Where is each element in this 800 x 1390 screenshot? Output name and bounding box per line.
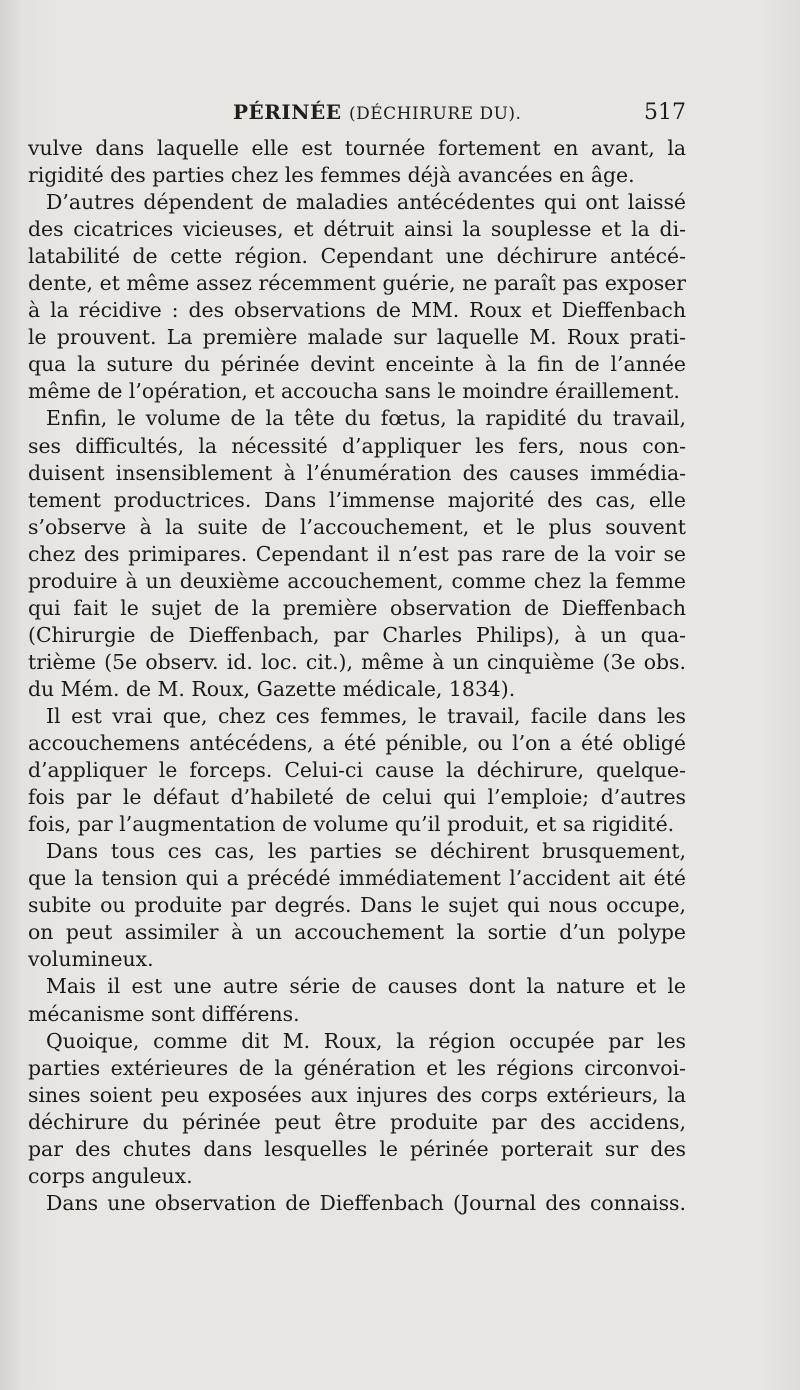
text-line: Quoique, comme dit M. Roux, la région occupée par les [46,1028,686,1053]
body-text [28,135,686,1217]
text-line: fois par le défaut d’habileté de celui qui l’emploie; d’autres [28,785,686,810]
text-line: le prouvent. La première malade sur laquelle M. Roux prati- [28,325,686,350]
text-line: qui fait le sujet de la première observation de Dieffenbach [28,595,686,620]
text-line: Dans une observation de Dieffenbach (Journal des connaiss. [46,1190,686,1215]
text-line: s’observe à la suite de l’accouchement, et le plus souvent [28,514,686,539]
text-line: du Mém. de M. Roux, Gazette médicale, 1834). [28,676,516,701]
text-line: des cicatrices vicieuses, et détruit ainsi la souplesse et la di- [28,217,686,242]
page-header [28,100,686,132]
running-head-sub: (DÉCHIRURE DU). [349,104,522,124]
text-line: volumineux. [28,947,154,972]
text-line: vulve dans laquelle elle est tournée fortement en avant, la [28,136,686,160]
text-line: corps anguleux. [28,1163,193,1188]
text-line: duisent insensiblement à l’énumération des causes immédia- [28,460,686,485]
text-line: par des chutes dans lesquelles le périnée porterait sur des [28,1136,686,1161]
text-line: d’appliquer le forceps. Celui-ci cause la déchirure, quelque- [28,758,686,783]
text-line: ses difficultés, la nécessité d’appliquer les fers, nous con- [28,433,686,458]
text-line: déchirure du périnée peut être produite par des accidens, [28,1109,686,1134]
text-line: rigidité des parties chez les femmes déjà avancées en âge. [28,163,635,188]
text-line: tement productrices. Dans l’immense majorité des cas, elle [28,487,686,512]
text-line: latabilité de cette région. Cependant une déchirure antécé- [28,244,686,269]
text-line: Enfin, le volume de la tête du fœtus, la rapidité du travail, [46,406,686,431]
text-line: mécanisme sont différens. [28,1001,300,1026]
text-line: même de l’opération, et accoucha sans le moindre éraillement. [28,379,680,404]
text-line: D’autres dépendent de maladies antécédentes qui ont laissé [46,190,686,215]
running-head-main: PÉRINÉE [233,100,342,124]
text-line: produire à un deuxième accouchement, comme chez la femme [28,568,686,593]
text-line: dente, et même assez récemment guérie, ne paraît pas exposer [28,271,686,296]
text-line: que la tension qui a précédé immédiatement l’accident ait été [28,866,686,891]
text-line: trième (5e observ. id. loc. cit.), même à un cinquième (3e obs. [28,649,686,674]
text-line: chez des primipares. Cependant il n’est pas rare de la voir se [28,541,686,566]
text-line: fois, par l’augmentation de volume qu’il produit, et sa rigidité. [28,812,675,837]
running-head [233,100,521,124]
text-line: sines soient peu exposées aux injures des corps extérieurs, la [28,1082,686,1107]
text-line: qua la suture du périnée devint enceinte à la fin de l’année [28,352,686,377]
text-line: (Chirurgie de Dieffenbach, par Charles Philips), à un qua- [28,622,686,647]
text-line: à la récidive : des observations de MM. Roux et Dieffenbach [28,298,686,323]
text-line: Dans tous ces cas, les parties se déchirent brusquement, [46,839,686,864]
text-line: on peut assimiler à un accouchement la sortie d’un polype [28,920,686,945]
text-line: subite ou produite par degrés. Dans le sujet qui nous occupe, [28,893,686,918]
text-line: accouchemens antécédens, a été pénible, ou l’on a été obligé [28,731,686,756]
page-number: 517 [644,100,686,125]
text-line: parties extérieures de la génération et les régions circonvoi- [28,1055,686,1080]
text-line: Il est vrai que, chez ces femmes, le travail, facile dans les [46,703,686,728]
text-line: Mais il est une autre série de causes dont la nature et le [46,974,686,999]
